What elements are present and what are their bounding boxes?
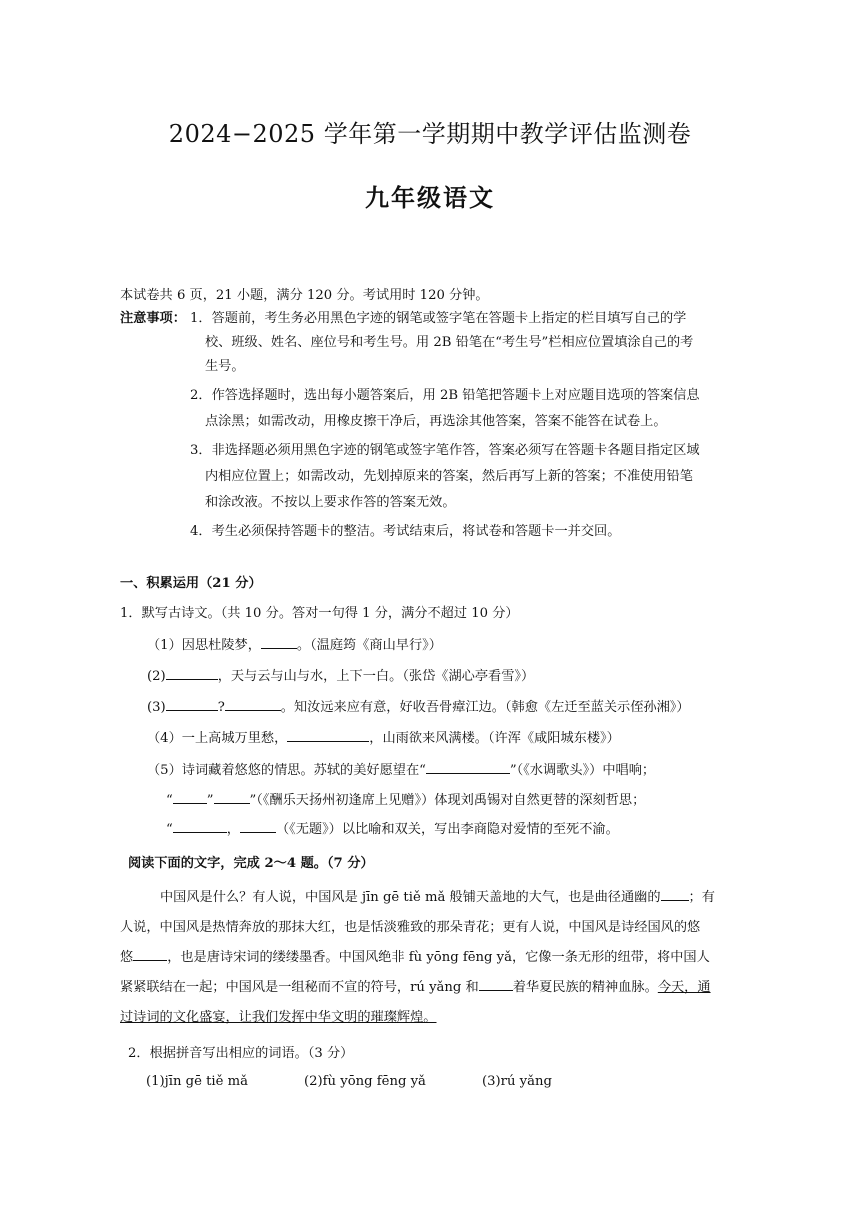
note-3-line-3: 和涂改液。不按以上要求作答的答案无效。 [205,495,456,510]
note-3-line-2: 内相应位置上；如需改动，先划掉原来的答案，然后再写上新的答案；不准使用铅笔 [205,469,693,484]
note-2-line-2: 点涂黑；如需改动，用橡皮擦干净后，再选涂其他答案，答案不能答在试卷上。 [205,414,667,429]
note-1-line-1: 1．答题前，考生务必用黑色字迹的钢笔或签字笔在答题卡上指定的栏目填写自己的学 [190,311,687,326]
reading-line-5: 过诗词的文化盛宴，让我们发挥中华文明的璀璨辉煌。 [120,1010,437,1025]
question-2-option-3: (3)rú yǎng [482,1074,552,1089]
question-1-item-1: （1）因思杜陵梦， 。（温庭筠《商山早行》） [147,638,442,653]
question-1-item-4: （4）一上高城万里愁， ，山雨欲来风满楼。（许浑《咸阳城东楼》） [147,731,620,746]
exam-subtitle: 九年级语文 [365,183,495,212]
question-1-item-5-line-2: “ ” ”（《酬乐天扬州初逢席上见赠》）体现刘禹锡对自然更替的深刻哲思； [166,793,646,808]
note-3-line-1: 3．非选择题必须用黑色字迹的钢笔或签字笔作答，答案必须写在答题卡各题目指定区域 [190,443,700,458]
reading-instruction: 阅读下面的文字，完成 2～4 题。（7 分） [128,856,374,871]
exam-title: 2024−2025 学年第一学期期中教学评估监测卷 [168,120,692,148]
reading-line-3: 悠 ，也是唐诗宋词的缕缕墨香。中国风绝非 fù yōng fēng yǎ，它像一条无形的纽带，将中国人 [120,950,710,965]
reading-line-2: 人说，中国风是热情奔放的那抹大红，也是恬淡雅致的那朵青花；更有人说，中国风是诗经国风的悠 [120,920,701,935]
reading-line-1: 中国风是什么？有人说，中国风是 jīn gē tiě mǎ 般铺天盖地的大气，也是曲径通幽的 ；有 [160,890,715,905]
note-1-line-3: 生号。 [205,359,245,374]
question-1-stem: 1．默写古诗文。（共 10 分。答对一句得 1 分，满分不超过 10 分） [120,606,519,621]
note-4-line-1: 4．考生必须保持答题卡的整洁。考试结束后，将试卷和答题卡一并交回。 [190,524,621,539]
question-1-item-5-line-3: “ ， （《无题》）以比喻和双关，写出李商隐对爱情的至死不渝。 [166,822,619,837]
question-2-option-1: (1)jīn gē tiě mǎ [146,1074,248,1089]
note-2-line-1: 2．作答选择题时，选出每小题答案后，用 2B 铅笔把答题卡上对应题目选项的答案信息 [190,388,700,403]
notes-label: 注意事项： [120,311,186,326]
question-2-option-2: (2)fù yōng fēng yǎ [304,1074,426,1089]
question-1-item-5-line-1: （5）诗词藏着悠悠的情思。苏轼的美好愿望在“ ”（《水调歌头》）中唱响； [147,763,656,778]
question-1-item-3: (3) ? 。知汝远来应有意，好收吾骨瘴江边。（韩愈《左迁至蓝关示侄孙湘》） [147,700,690,715]
exam-intro: 本试卷共 6 页，21 小题，满分 120 分。考试用时 120 分钟。 [120,288,489,303]
reading-line-4: 紧紧联结在一起；中国风是一组秘而不宣的符号，rú yǎng 和 着华夏民族的精神血脉。今天，通 [120,980,711,995]
section-1-heading: 一、积累运用（21 分） [120,576,262,591]
question-2-stem: 2．根据拼音写出相应的词语。（3 分） [128,1046,354,1061]
note-1-line-2: 校、班级、姓名、座位号和考生号。用 2B 铅笔在“考生号”栏相应位置填涂自己的考 [205,335,694,350]
question-1-item-2: (2) ，天与云与山与水，上下一白。（张岱《湖心亭看雪》） [147,669,535,684]
